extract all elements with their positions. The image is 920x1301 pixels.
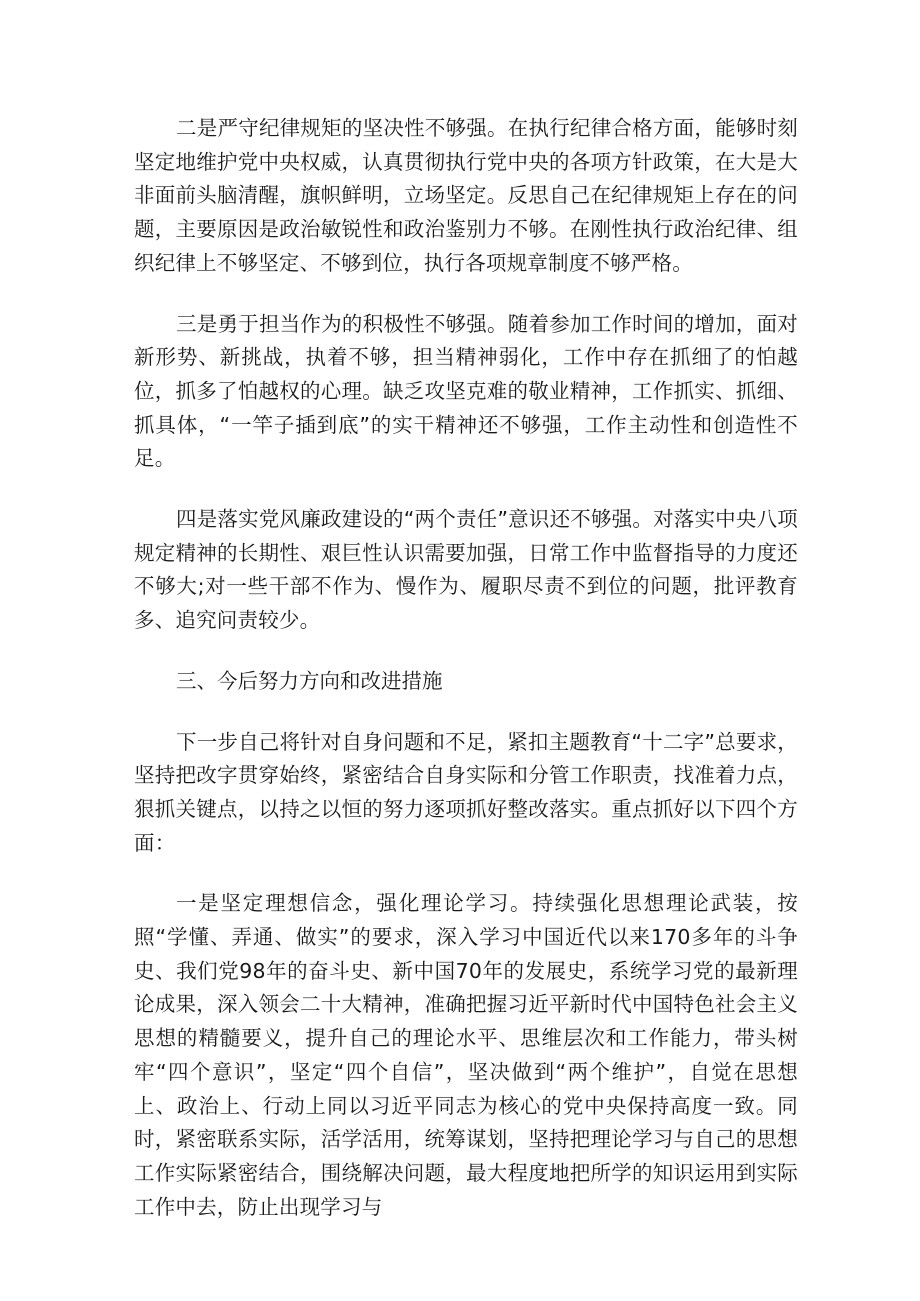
paragraph-responsibility: 三是勇于担当作为的积极性不够强。随着参加工作时间的增加，面对新形势、新挑战，执着不够，担当精神弱化，工作中存在抓细了的怕越位，抓多了怕越权的心理。缺乏攻坚克难的敬业精神，工作抓实、抓细、抓具体，“一竿子插到底”的实干精神还不够强，工作主动性和创造性不足。 — [134, 311, 798, 471]
paragraph-next-steps: 下一步自己将针对自身问题和不足，紧扣主题教育“十二字”总要求，坚持把改字贯穿始终，紧密结合自身实际和分管工作职责，找准着力点，狠抓关键点，以持之以恒的努力逐项抓好整改落实。重点抓好以下四个方面： — [134, 729, 798, 855]
paragraph-discipline: 二是严守纪律规矩的坚决性不够强。在执行纪律合格方面，能够时刻坚定地维护党中央权威，认真贯彻执行党中央的各项方针政策，在大是大非面前头脑清醒，旗帜鲜明，立场坚定。反思自己在纪律规矩上存在的问题，主要原因是政治敏锐性和政治鉴别力不够。在刚性执行政治纪律、组织纪律上不够坚定、不够到位，执行各项规章制度不够严格。 — [134, 116, 798, 275]
section-heading: 三、今后努力方向和改进措施 — [176, 668, 443, 693]
paragraph-integrity: 四是落实党风廉政建设的“两个责任”意识还不够强。对落实中央八项规定精神的长期性、艰巨性认识需要加强，日常工作中监督指导的力度还不够大;对一些干部不作为、慢作为、履职尽责不到位的问题，批评教育多、追究问责较少。 — [134, 507, 798, 633]
document-body — [134, 112, 798, 1251]
paragraph-ideals: 一是坚定理想信念，强化理论学习。持续强化思想理论武装，按照“学懂、弄通、做实”的要求，深入学习中国近代以来170多年的斗争史、我们党98年的奋斗史、新中国70年的发展史，系统学习党的最新理论成果，深入领会二十大精神，准确把握习近平新时代中国特色社会主义思想的精髓要义，提升自己的理论水平、思维层次和工作能力，带头树牢“四个意识”，坚定“四个自信”，坚决做到“两个维护”，自觉在思想上、政治上、行动上同以习近平同志为核心的党中央保持高度一致。同时，紧密联系实际，活学活用，统筹谋划，坚持把理论学习与自己的思想工作实际紧密结合，围绕解决问题，最大程度地把所学的知识运用到实际工作中去，防止出现学习与 — [134, 891, 798, 1219]
